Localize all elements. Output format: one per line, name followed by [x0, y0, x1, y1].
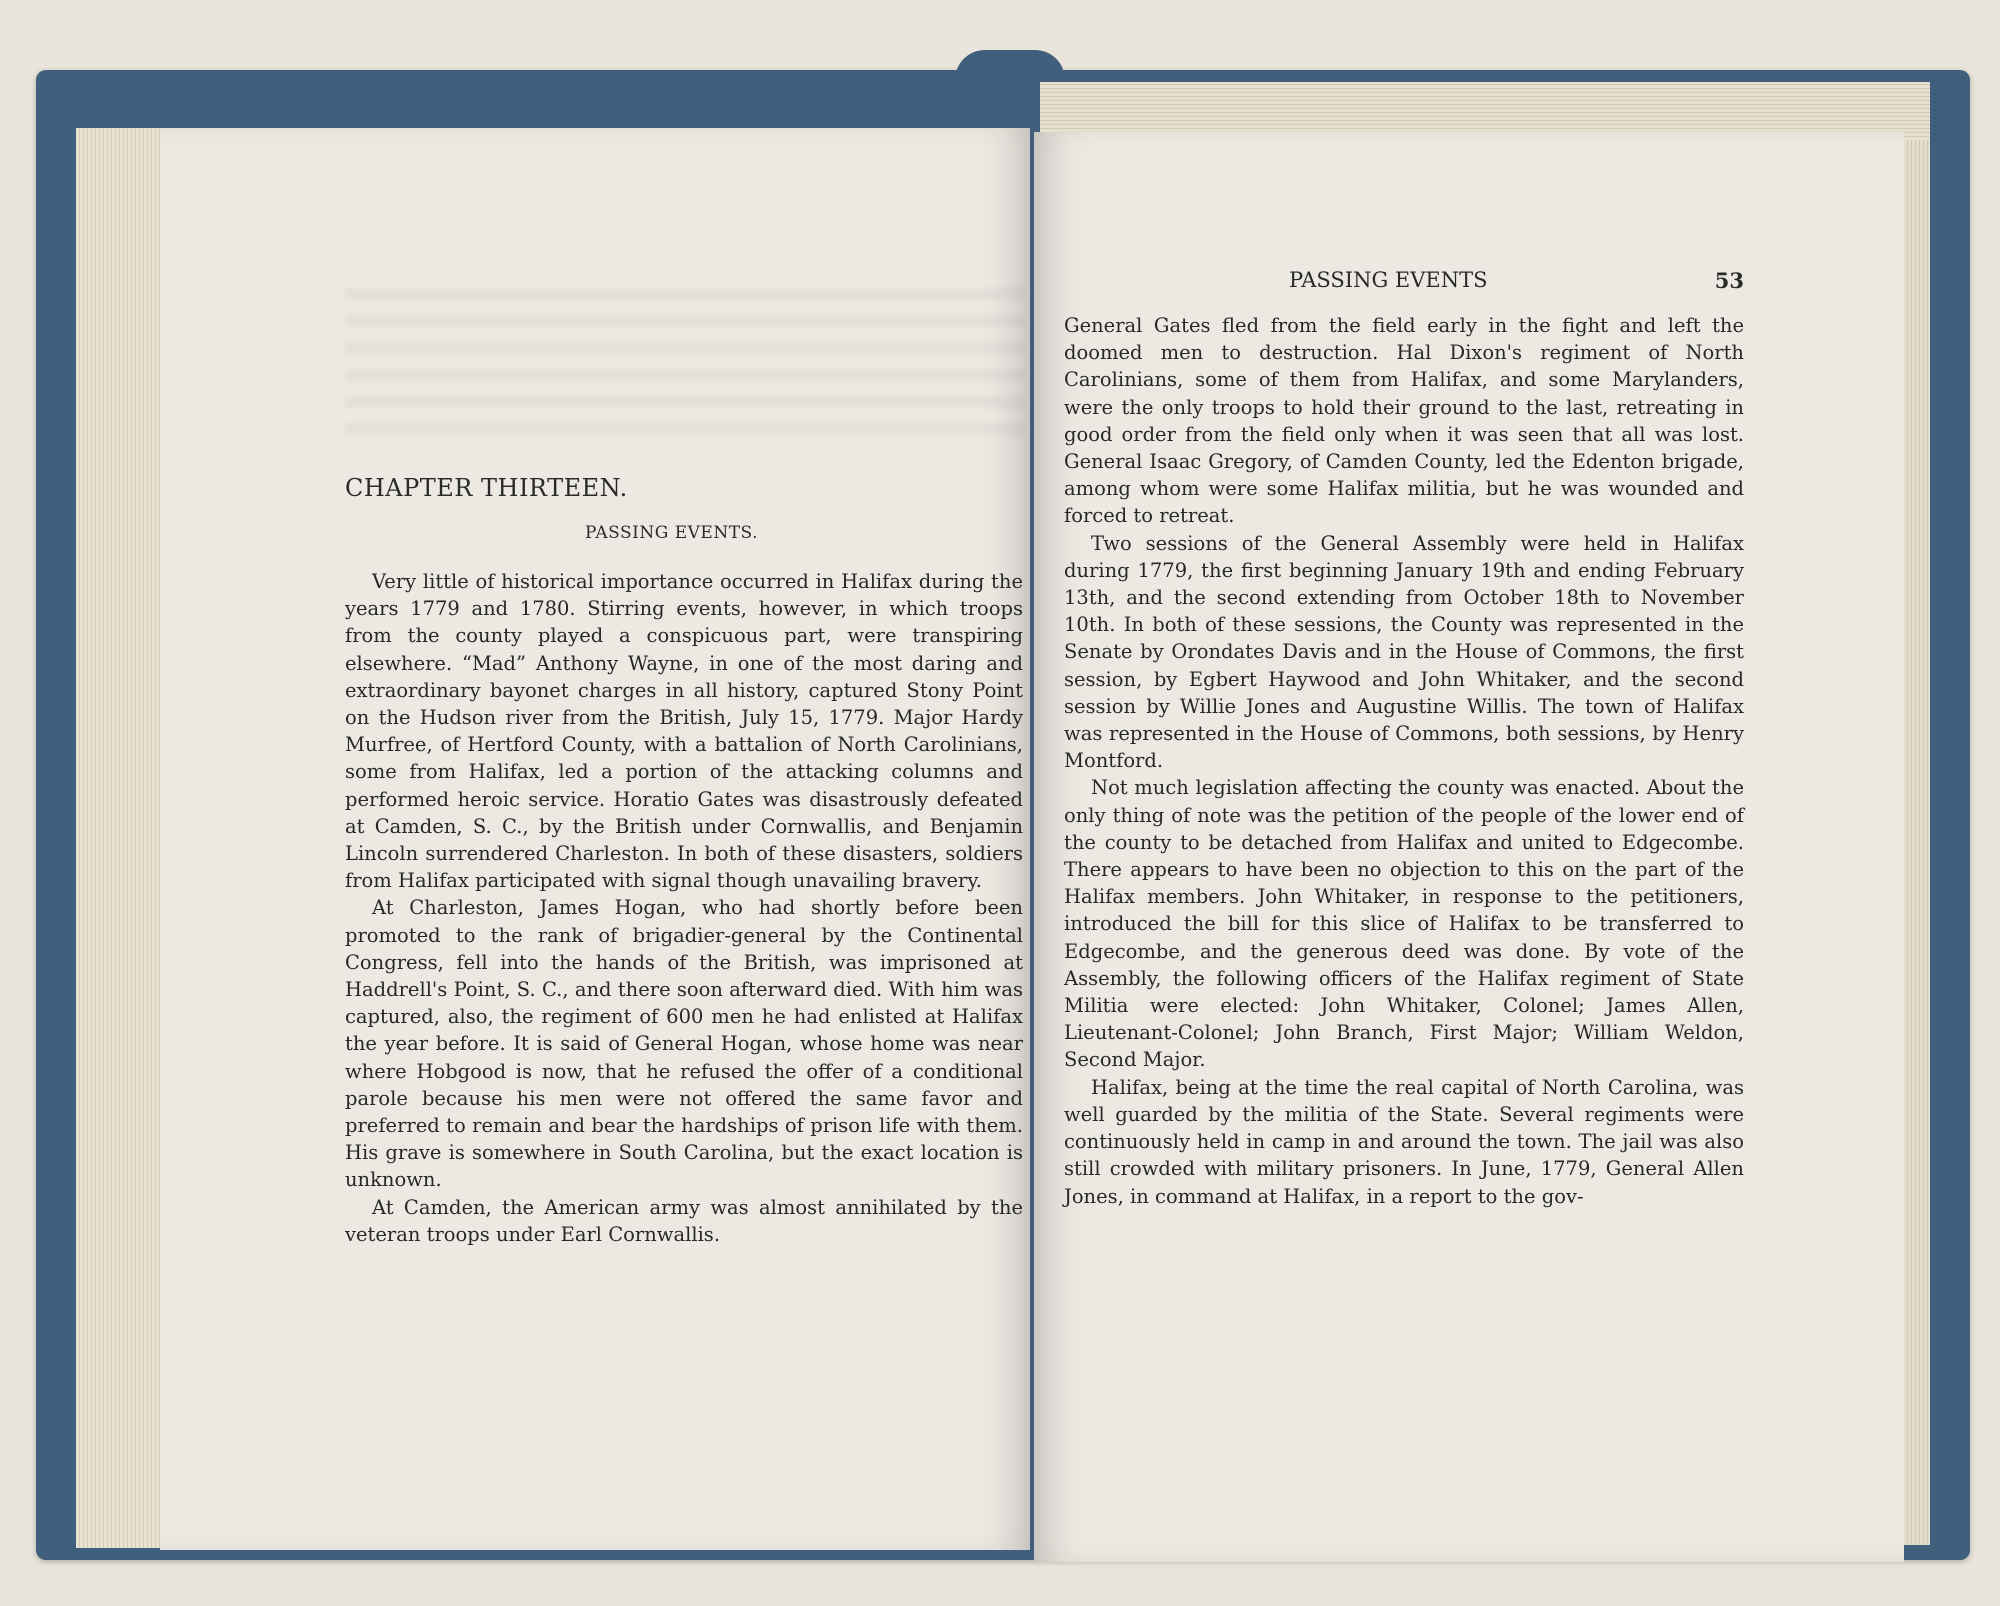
running-header	[1064, 268, 1744, 300]
paragraph: Very little of historical importance occurred in Halifax during the years 1779 and 1780. Stirring events, however, in which troops from the county played a conspicuous part, were transpiring elsewhere. “Mad” Anthony Wayne, in one of the most daring and extraordinary bayonet charges in all history, captured Stony Point on the Hudson river from the British, July 15, 1779. Major Hardy Murfree, of Hertford County, with a battalion of North Carolinians, some from Halifax, led a portion of the attacking columns and performed heroic service. Horatio Gates was disastrously defeated at Camden, S. C., by the British under Cornwallis, and Benjamin Lincoln surrendered Charleston. In both of these disasters, soldiers from Halifax participated with signal though unavailing bravery.	[345, 570, 1023, 893]
chapter-title: CHAPTER THIRTEEN.	[345, 474, 628, 502]
right-page-edges	[1900, 140, 1930, 1545]
show-through-text	[345, 275, 1025, 435]
paragraph: Halifax, being at the time the real capital of North Carolina, was well guarded by the militia of the State. Several regiments were continuously held in camp in and around the town. The jail was also still crowded with military prisoners. In June, 1779, General Allen Jones, in command at Halifax, in a report to the gov-	[1064, 1075, 1744, 1208]
left-page-edges	[76, 128, 166, 1548]
paragraph: Two sessions of the General Assembly were held in Halifax during 1779, the first beginning January 19th and ending February 13th, and the second extending from October 18th to November 10th. In both of these sessions, the County was represented in the Senate by Orondates Davis and in the House of Commons, the first session, by Egbert Haywood and John Whitaker, and the second session by Willie Jones and Augustine Willis. The town of Halifax was represented in the House of Commons, both sessions, by Henry Montford.	[1064, 531, 1744, 773]
chapter-subtitle: PASSING EVENTS.	[585, 523, 758, 543]
paragraph: At Camden, the American army was almost annihilated by the veteran troops under Earl Cornwallis.	[345, 1195, 1023, 1246]
right-page-text	[1064, 312, 1744, 1210]
left-page-text	[345, 568, 1023, 1248]
paragraph: At Charleston, James Hogan, who had shortly before been promoted to the rank of brigadier-general by the Continental Congress, fell into the hands of the British, was imprisoned at Haddrell's Point, S. C., and there soon afterward died. With him was captured, also, the regiment of 600 men he had enlisted at Halifax the year before. It is said of General Hogan, whose home was near where Hobgood is now, that he refused the offer of a conditional parole because his men were not offered the same favor and preferred to remain and bear the hardships of prison life with them. His grave is somewhere in South Carolina, but the exact location is unknown.	[345, 896, 1023, 1192]
paragraph: General Gates fled from the field early in the fight and left the doomed men to destruction. Hal Dixon's regiment of North Carolinians, some of them from Halifax, and some Marylanders, were the only troops to hold their ground to the last, retreating in good order from the field only when it was seen that all was lost. General Isaac Gregory, of Camden County, led the Edenton brigade, among whom were some Halifax militia, but he was wounded and forced to retreat.	[1064, 314, 1744, 528]
running-title: PASSING EVENTS	[1289, 268, 1488, 292]
paragraph: Not much legislation affecting the county was enacted. About the only thing of note was the petition of the people of the lower end of the county to be detached from Halifax and united to Edgecombe. There appears to have been no objection to this on the part of the Halifax members. John Whitaker, in response to the petitioners, introduced the bill for this slice of Halifax to be transferred to Edgecombe, and the generous deed was done. By vote of the Assembly, the following officers of the Halifax regiment of State Militia were elected: John Whitaker, Colonel; James Allen, Lieutenant-Colonel; John Branch, First Major; William Weldon, Second Major.	[1064, 776, 1744, 1072]
page-number: 53	[1714, 268, 1744, 293]
